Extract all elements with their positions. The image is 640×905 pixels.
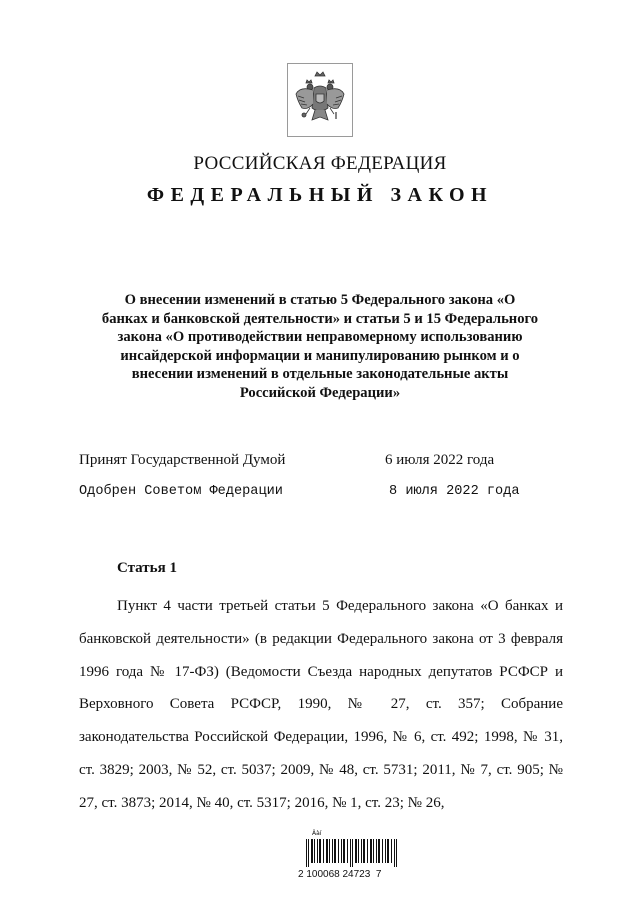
barcode-icon [306, 839, 400, 867]
barcode-mark: Äàí [312, 830, 322, 837]
state-emblem [287, 63, 353, 137]
barcode-number: 2 100068 24723 7 [298, 869, 382, 880]
law-title: О внесении изменений в статью 5 Федерального закона «О банках и банковской деятельности» и статьи 5 и 15 Федерального закона «О противодействии неправомерному использованию инсайдерской информации и манипулированию рынком и о внесении изменений в отдельные законодательные акты Российской Федерации» [101, 292, 539, 401]
document-type: ФЕДЕРАЛЬНЫЙ ЗАКОН [146, 184, 494, 206]
adopted-by-duma-label: Принят Государственной Думой [79, 452, 286, 468]
approved-by-council-label: Одобрен Советом Федерации [79, 484, 283, 499]
article-body: Пункт 4 части третьей статьи 5 Федерального закона «О банках и банковской деятельности» (в редакции Федерального закона от 3 февраля 1996 года № 17-ФЗ) (Ведомости Съезда народных депутатов РСФСР и Верховного Совета РСФСР, 1990, № 27, ст. 357; Собрание законодательства Российской Федерации, 1996, № 6, ст. 492; 1998, № 31, ст. 3829; 2003, № 52, ст. 5037; 2009, № 48, ст. 5731; 2011, № 7, ст. 905; № 27, ст. 3873; 2014, № 40, ст. 5317; 2016, № 1, ст. 23; № 26, [79, 598, 563, 811]
article-heading: Статья 1 [117, 560, 177, 576]
document-barcode [298, 830, 406, 882]
country-name: РОССИЙСКАЯ ФЕДЕРАЦИЯ [193, 153, 447, 174]
approved-by-council-date: 8 июля 2022 года [389, 484, 520, 499]
double-headed-eagle-icon [288, 64, 352, 136]
adopted-by-duma-date: 6 июля 2022 года [385, 452, 495, 468]
